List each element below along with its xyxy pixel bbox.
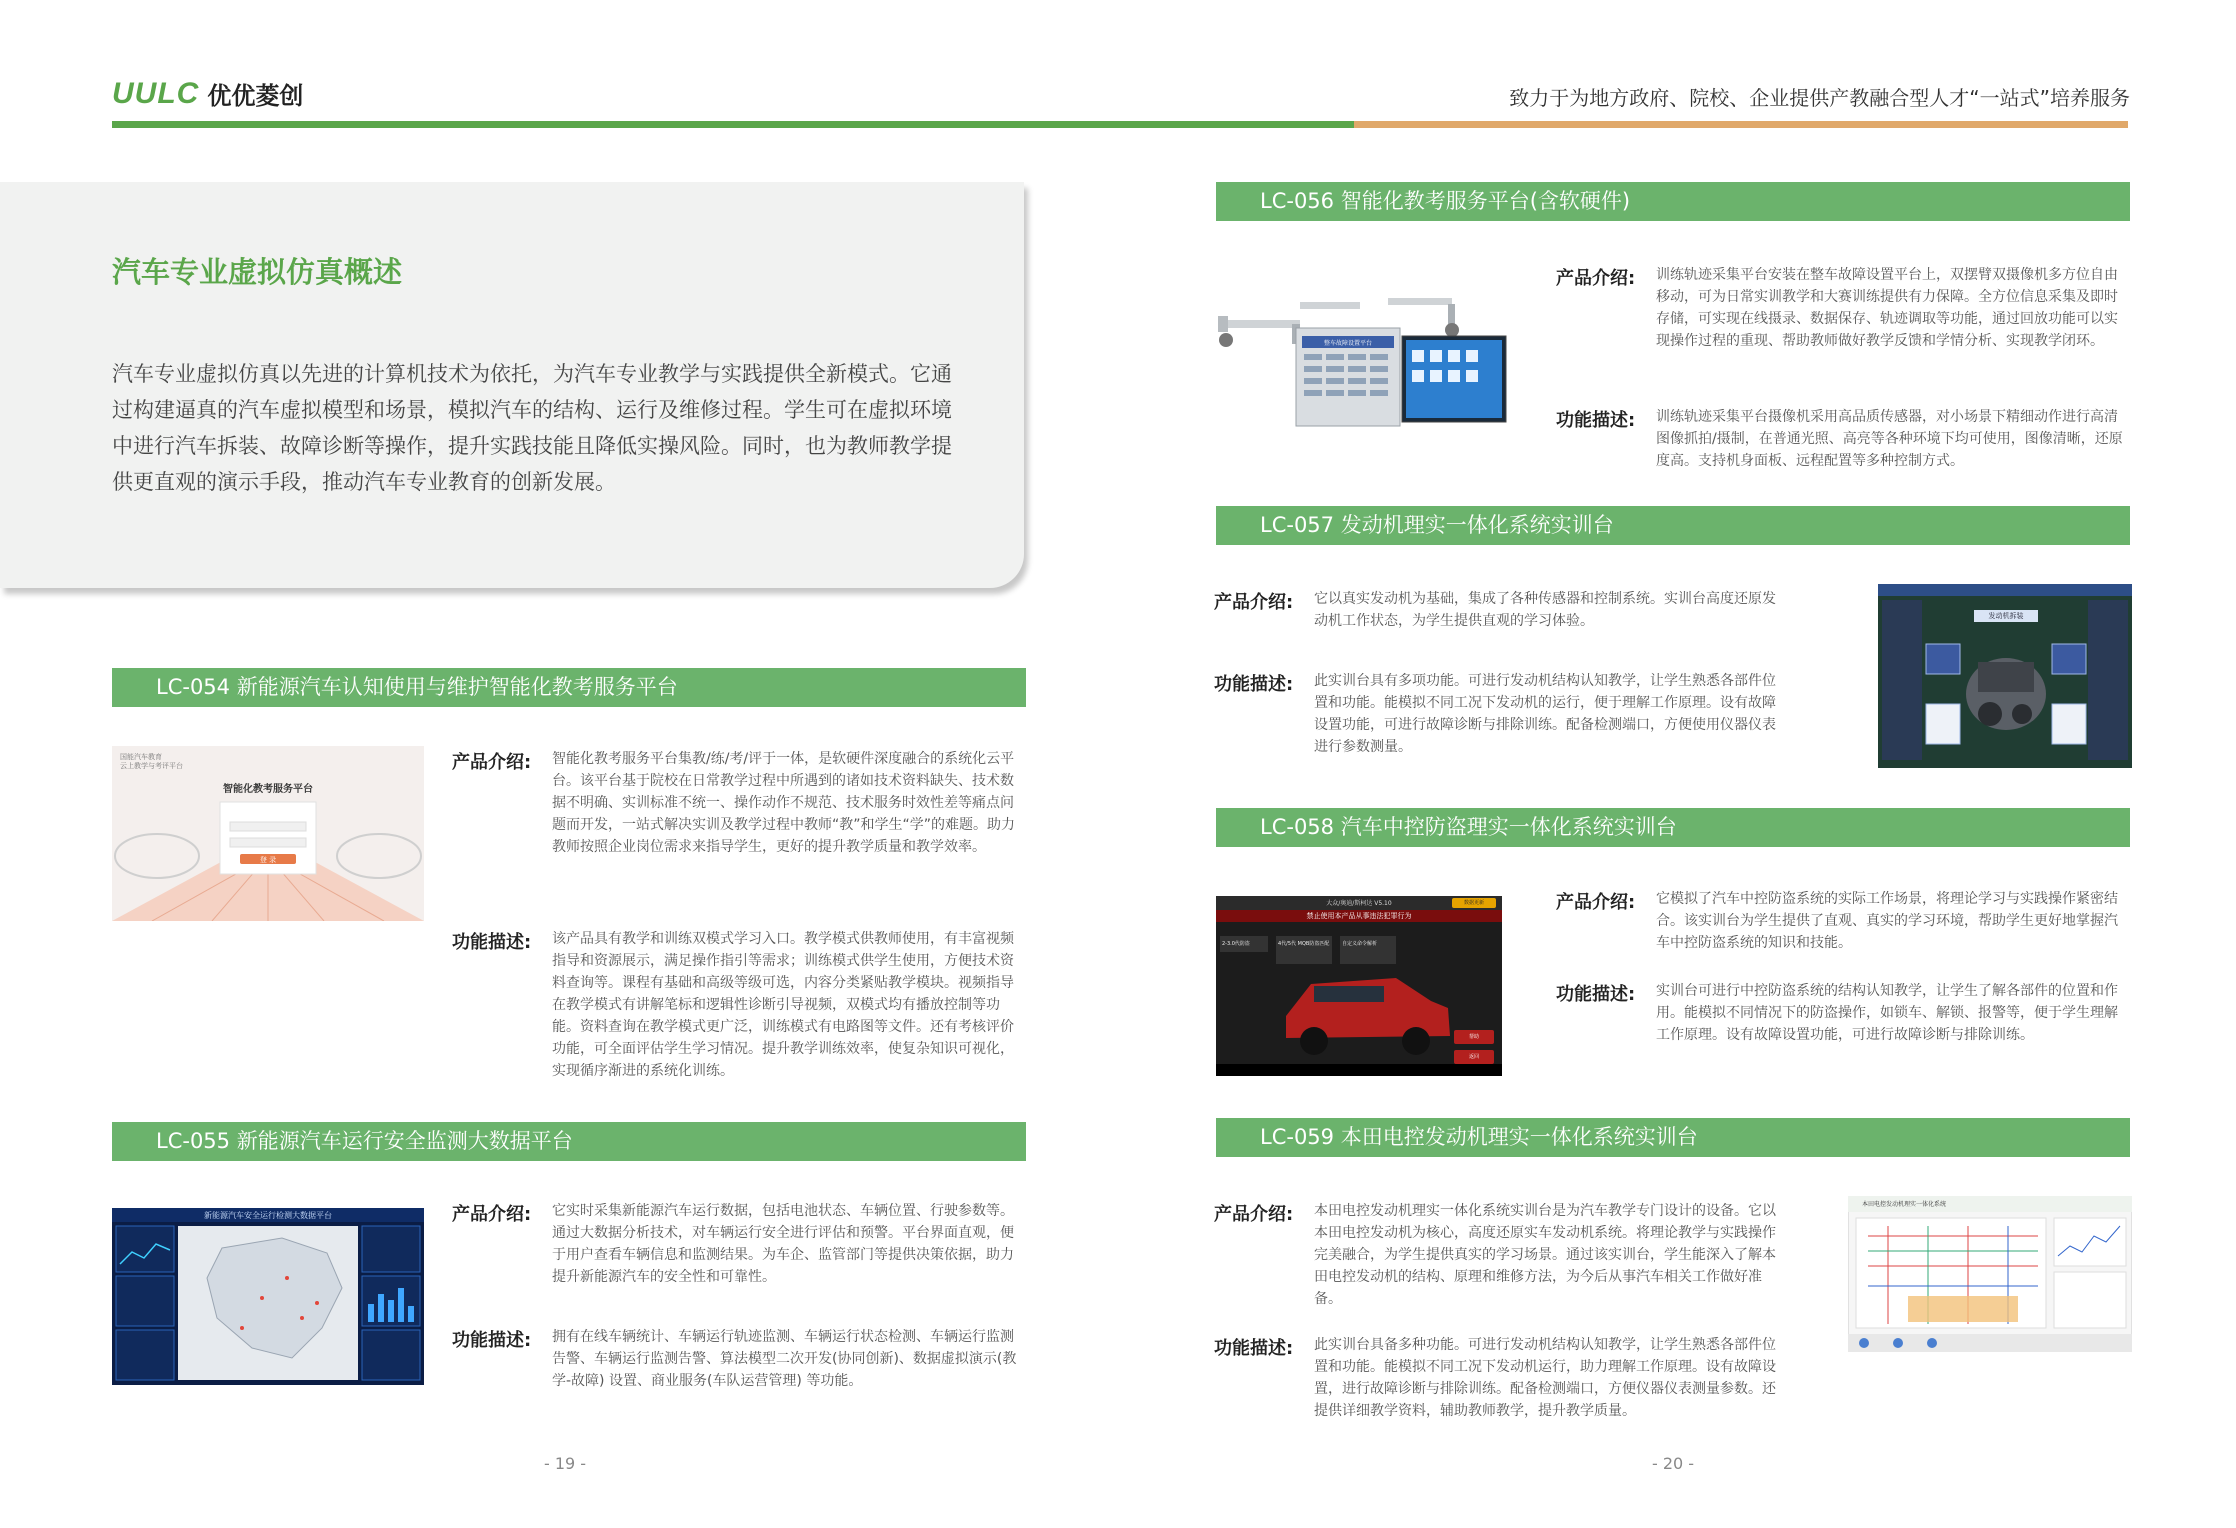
screen-subtitle-1: 国能汽车教育: [120, 753, 162, 761]
product-func-text: 此实训台具备多种功能。可进行发动机结构认知教学，让学生熟悉各部件位置和功能。能模拟不同工况下发动机运行，助力理解工作原理。设有故障设置，进行故障诊断与排除训练。配备检测端口，方便仪器仪表测量参数。还提供详细教学资料，辅助教师教学，提升教学质量。: [1314, 1337, 1776, 1419]
tool-back-button: 返回: [1468, 1054, 1479, 1060]
product-func-text: 拥有在线车辆统计、车辆运行轨迹监测、车辆运行状态检测、车辆运行监测告警、车辆运行监测告警、算法模型二次开发(协同创新)、数据虚拟演示(教学-故障) 设置、商业服务(车队运营管理) 等功能。: [552, 1329, 1017, 1389]
product-intro-text: 它以真实发动机为基础，集成了各种传感器和控制系统。实训台高度还原发动机工作状态，为学生提供直观的学习体验。: [1314, 591, 1776, 629]
honda-wiring-diagram-screenshot: [1848, 1196, 2132, 1352]
logo-mark: UULC: [112, 76, 200, 110]
header-rule-orange: [1354, 121, 2128, 128]
func-label: 功能描述:: [1556, 410, 1636, 431]
product-title-bar: LC-057 发动机理实一体化系统实训台: [1216, 506, 2130, 545]
brand-logo: [112, 76, 303, 111]
anti-theft-tool-screenshot: [1216, 896, 1502, 1076]
product-title-bar: LC-054 新能源汽车认知使用与维护智能化教考服务平台: [112, 668, 1026, 707]
intro-body: 汽车专业虚拟仿真以先进的计算机技术为依托，为汽车专业教学与实践提供全新模式。它通过构建逼真的汽车虚拟模型和场景，模拟汽车的结构、运行及维修过程。学生可在虚拟环境中进行汽车拆装、故障诊断等操作，提升实践技能且降低实操风险。同时，也为教师教学提供更直观的演示手段，推动汽车专业教育的创新发展。: [112, 362, 952, 494]
panel-title: 整车故障设置平台: [1323, 340, 1372, 347]
tool-menu-custom: 自定义命令解析: [1342, 941, 1378, 947]
intro-label: 产品介绍:: [452, 752, 532, 773]
dashboard-title: 新能源汽车安全运行检测大数据平台: [204, 1211, 332, 1220]
func-label: 功能描述:: [1214, 1338, 1294, 1359]
page-number-right: - 20 -: [1652, 1454, 1695, 1473]
product-func-text: 实训台可进行中控防盗系统的结构认知教学，让学生了解各部件的位置和作用。能模拟不同情况下的防盗操作，如锁车、解锁、报警等，便于学生理解工作原理。设有故障设置功能，可进行故障诊断与排除训练。: [1656, 983, 2118, 1043]
product-intro-text: 它模拟了汽车中控防盗系统的实际工作场景，将理论学习与实践操作紧密结合。该实训台为学生提供了直观、真实的学习环境，帮助学生更好地掌握汽车中控防盗系统的知识和技能。: [1656, 891, 2118, 951]
product-intro-text: 本田电控发动机理实一体化系统实训台是为汽车教学专门设计的设备。它以本田电控发动机为核心，高度还原实车发动机系统。将理论教学与实践操作完美融合，为学生提供真实的学习场景。通过该实训台，学生能深入了解本田电控发动机的结构、原理和维修方法，为今后从事汽车相关工作做好准备。: [1314, 1203, 1776, 1307]
tool-help-button: 帮助: [1468, 1034, 1479, 1040]
product-intro-text: 训练轨迹采集平台安装在整车故障设置平台上，双摆臂双摄像机多方位自由移动，可为日常实训教学和大赛训练提供有力保障。全方位信息采集及即时存储，可实现在线摄录、数据保存、轨迹调取等功能，通过回放功能可以实现操作过程的重现、帮助教师做好教学反馈和学情分析、实现教学闭环。: [1656, 267, 2118, 349]
func-label: 功能描述:: [452, 932, 532, 953]
product-func-text: 训练轨迹采集平台摄像机采用高品质传感器，对小场景下精细动作进行高清图像抓拍/摄制，在普通光照、高亮等各种环境下均可使用，图像清晰，还原度高。支持机身面板、远程配置等多种控制方式。: [1656, 409, 2123, 469]
product-title-bar: LC-058 汽车中控防盗理实一体化系统实训台: [1216, 808, 2130, 847]
sim-label: 发动机拆装: [1988, 612, 2024, 620]
tool-warning-bar: 禁止使用本产品从事违法犯罪行为: [1306, 912, 1412, 920]
product-func-text: 此实训台具有多项功能。可进行发动机结构认知教学，让学生熟悉各部件位置和功能。能模拟不同工况下发动机的运行，便于理解工作原理。设有故障设置功能，可进行故障诊断与排除训练。配备检测端口，方便使用仪器仪表进行参数测量。: [1314, 673, 1776, 755]
product-title-bar: LC-059 本田电控发动机理实一体化系统实训台: [1216, 1118, 2130, 1157]
tool-title: 大众/奥迪/斯柯达 V5.10: [1326, 900, 1392, 907]
platform-login-screenshot: [112, 746, 424, 921]
intro-label: 产品介绍:: [1214, 1204, 1294, 1225]
page-number-left: - 19 -: [544, 1454, 587, 1473]
product-intro-text: 它实时采集新能源汽车运行数据，包括电池状态、车辆位置、行驶参数等。通过大数据分析技术，对车辆运行安全进行评估和预警。平台界面直观，便于用户查看车辆信息和监测结果。为车企、监管部门等提供决策依据，助力提升新能源汽车的安全性和可靠性。: [552, 1203, 1014, 1285]
engine-simulation-screenshot: [1878, 584, 2132, 768]
func-label: 功能描述:: [452, 1330, 532, 1351]
intro-label: 产品介绍:: [1214, 592, 1294, 613]
product-title-bar: LC-055 新能源汽车运行安全监测大数据平台: [112, 1122, 1026, 1161]
screen-login-button: 登 录: [259, 856, 277, 864]
bigdata-dashboard-screenshot: [112, 1208, 424, 1385]
diagram-title: 本田电控发动机理实一体化系统: [1862, 1201, 1947, 1208]
tool-menu-left: 2-3.0代防盗: [1222, 941, 1250, 947]
header-slogan: 致力于为地方政府、院校、企业提供产教融合型人才“一站式”培养服务: [1509, 86, 2130, 110]
header-rule-green: [112, 121, 1354, 128]
intro-label: 产品介绍:: [452, 1204, 532, 1225]
product-func-text: 该产品具有教学和训练双模式学习入口。教学模式供教师使用，有丰富视频指导和资源展示，满足操作指引等需求；训练模式供学生使用，方便技术资料查询等。课程有基础和高级等级可选，内容分类紧贴教学模块。视频指导在教学模式有讲解笔标和逻辑性诊断引导视频，双模式均有播放控制等功能。资料查询在教学模式更广泛，训练模式有电路图等文件。还有考核评价功能，可全面评估学生学习情况。提升教学训练效率，使复杂知识可视化，实现循序渐进的系统化训练。: [552, 931, 1014, 1079]
tool-menu-mqb: 4代/5代 MQB防盗匹配: [1278, 941, 1330, 947]
camera-arm-hardware-photo: [1212, 290, 1512, 430]
func-label: 功能描述:: [1556, 984, 1636, 1005]
logo-text: 优优菱创: [207, 82, 304, 110]
func-label: 功能描述:: [1214, 674, 1294, 695]
product-intro-text: 智能化教考服务平台集教/练/考/评于一体，是软硬件深度融合的系统化云平台。该平台基于院校在日常教学过程中所遇到的诸如技术资料缺失、技术数据不明确、实训标准不统一、操作动作不规范、技术服务时效性差等痛点问题而开发，一站式解决实训及教学过程中教师“教”和学生“学”的难题。助力教师按照企业岗位需求来指导学生，更好的提升教学质量和教学效率。: [552, 751, 1016, 855]
intro-label: 产品介绍:: [1556, 268, 1636, 289]
screen-title: 智能化教考服务平台: [223, 784, 313, 795]
tool-update-button: 数据更新: [1463, 900, 1484, 906]
intro-title: 汽车专业虚拟仿真概述: [112, 255, 403, 289]
intro-label: 产品介绍:: [1556, 892, 1636, 913]
product-title-bar: LC-056 智能化教考服务平台(含软硬件): [1216, 182, 2130, 221]
screen-subtitle-2: 云上教学与考评平台: [120, 762, 183, 770]
